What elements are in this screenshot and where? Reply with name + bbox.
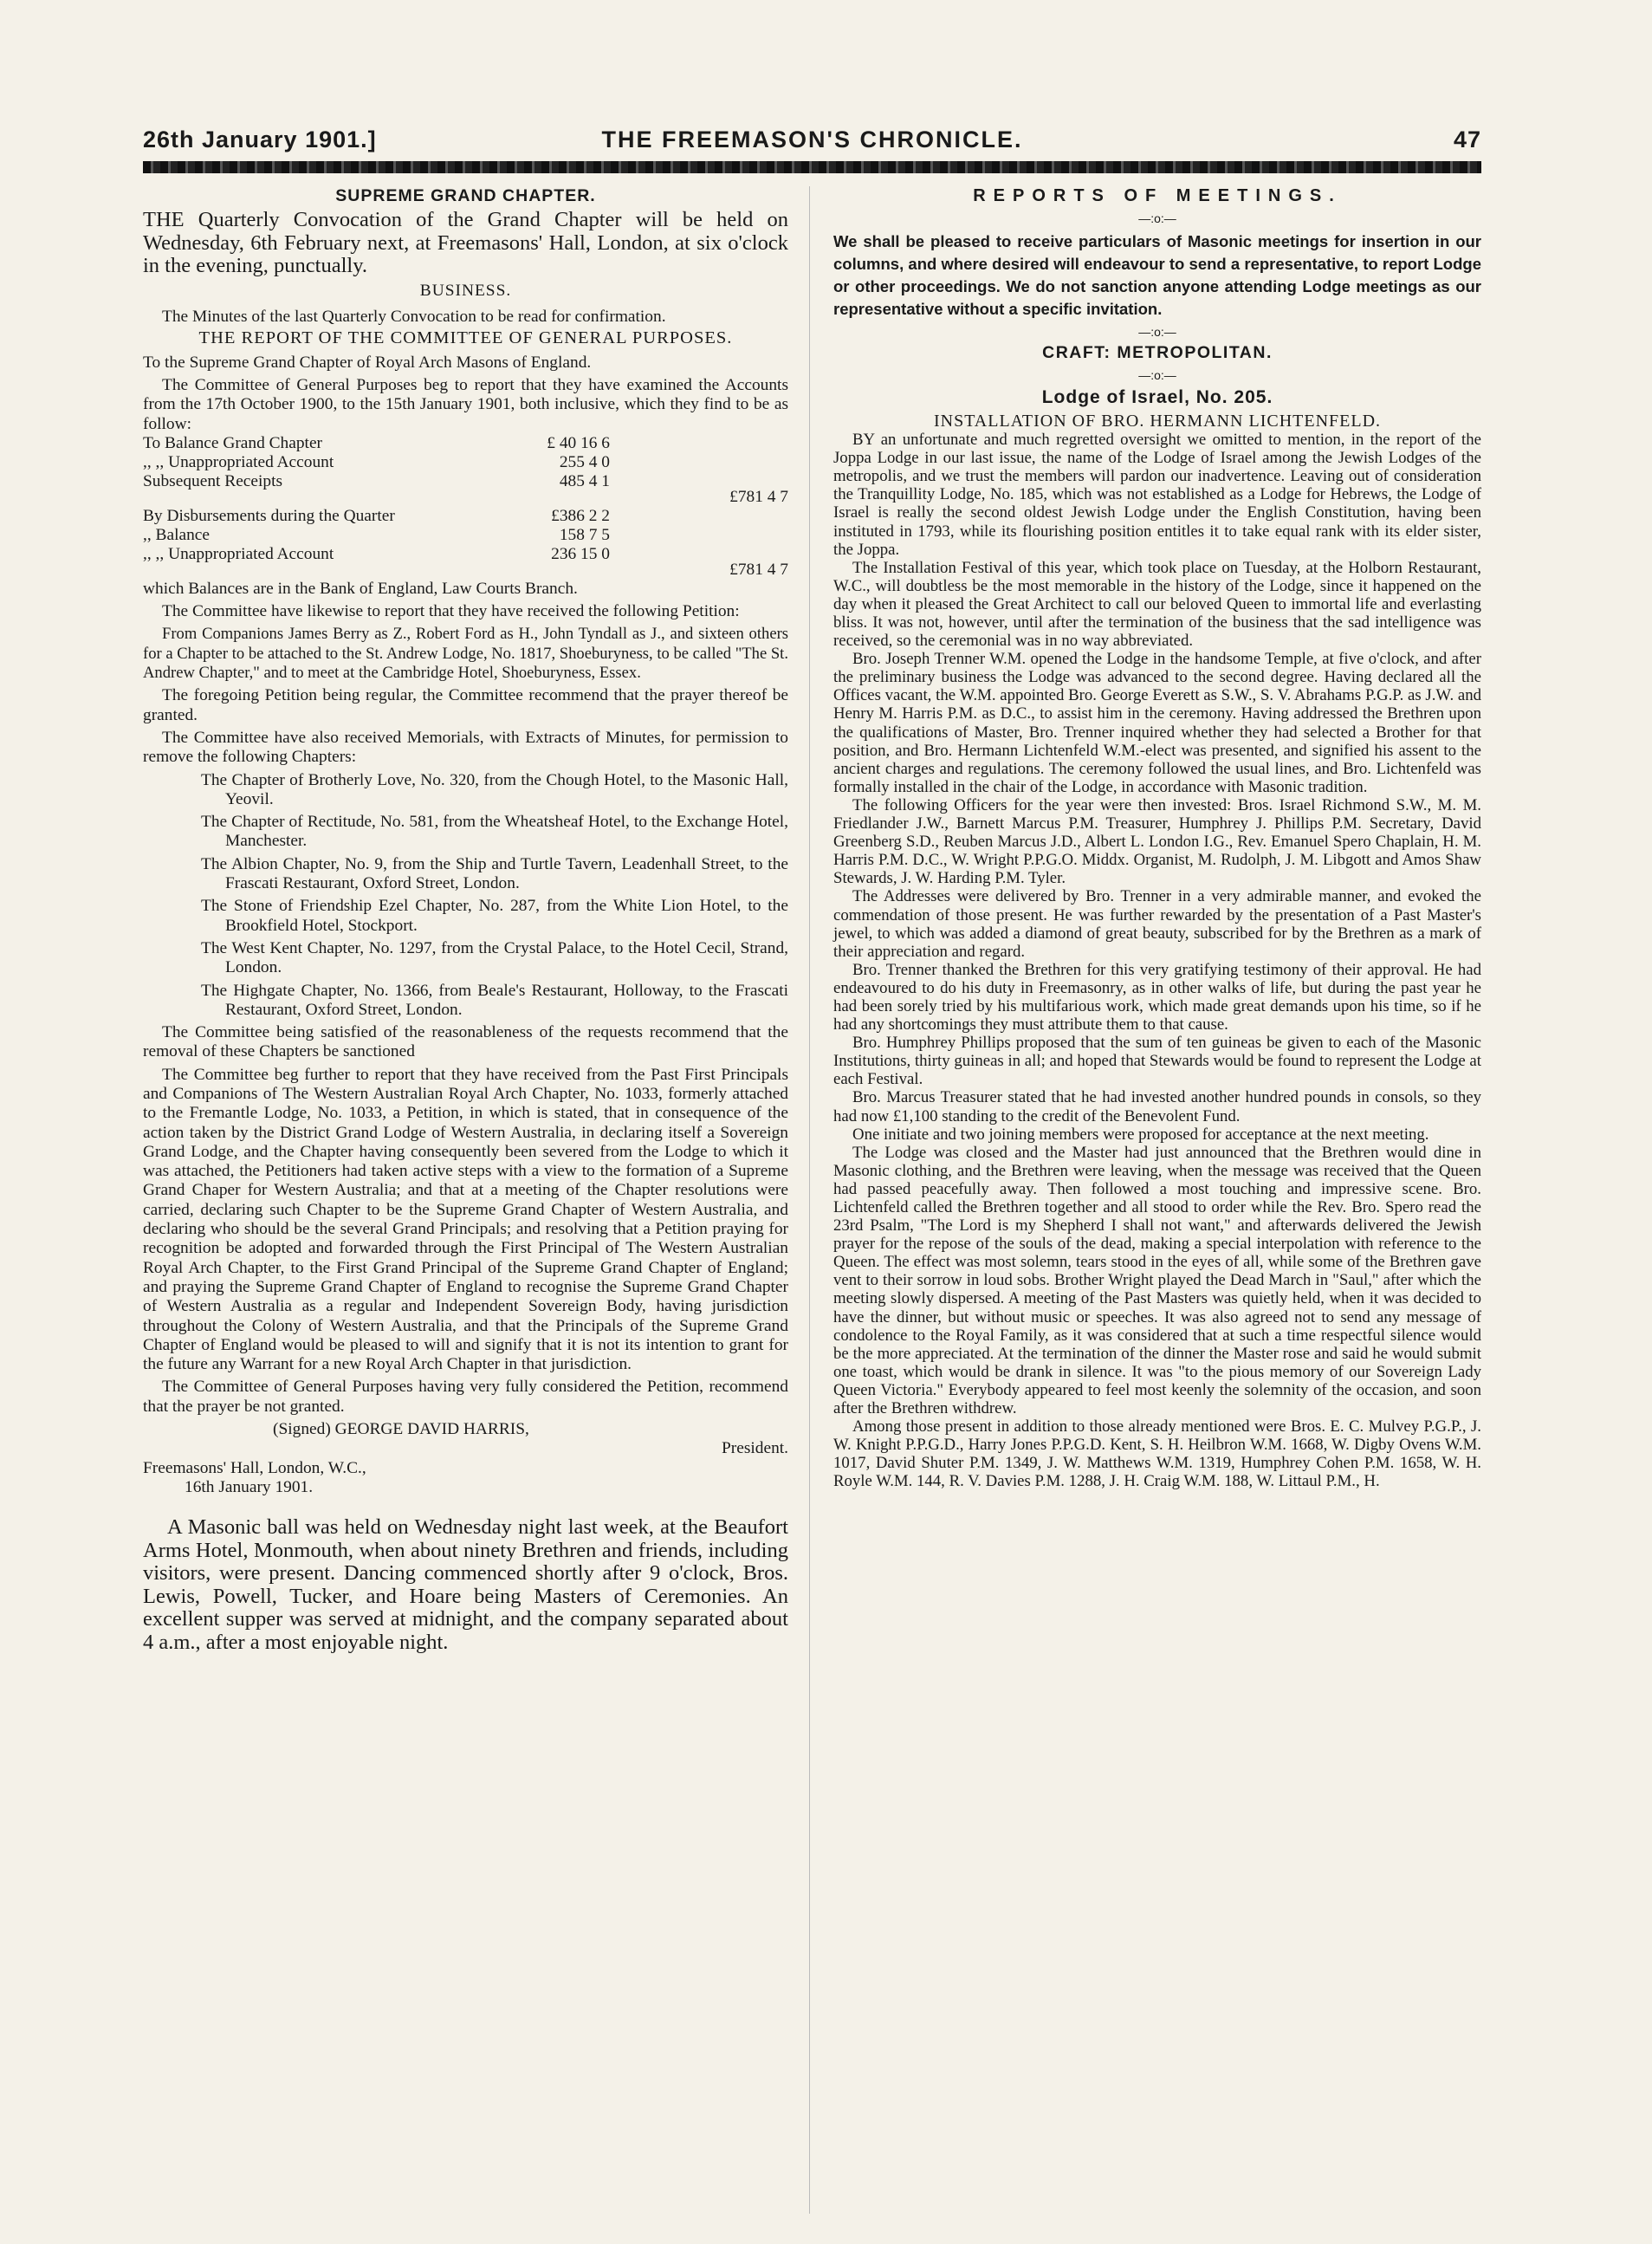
signature-date: 16th January 1901. xyxy=(185,1477,314,1496)
account-total: £781 4 7 xyxy=(729,560,788,579)
report-paragraph: Among those present in addition to those already mentioned were Bros. E. C. Mulvey P.G.P., J. W. Knight P.P.G.D., Harry Jones P.P.G.D. Kent, S. H. Heilbron W.M. 1668, W. Digby Ovens W.M. 1017, David Shuter P.M. 1349, J. W. Matthews W.M. 1319, Humphrey Cohen P.M. 1658, W. H. Royle W.M. 144, R. V. Davies P.M. 1288, J. H. Craig W.M. 188, W. Littaul P.M., H. xyxy=(833,1417,1481,1491)
table-row xyxy=(143,526,788,545)
western-australia-paragraph: The Committee beg further to report that they have received from the Past First Principals and Companions of The Western Australian Royal Arch Chapter, No. 1033, formerly attached to the Fremantle Lodge, No. 1033, a Petition, in which is stated, that in consequence of the action taken by the District Grand Lodge of Western Australia, in declaring itself a Sovereign Grand Lodge, and the Chapter having consequently been severed from the Lodge to which it was attached, the Petitioners had taken active steps with a view to the formation of a Supreme Grand Chaper for Western Australia; and that at a meeting of the Chapter resolutions were carried, declaring such Chapter to be the Supreme Grand Chapter of Western Australia, and declaring who should be the several Grand Principals; and resolving that a Petition praying for recognition be adopted and forwarded through the First Principal of The Western Australian Royal Arch Chapter, to the First Grand Principal of the Supreme Grand Chapter of England; and praying the Supreme Grand Chapter of England to recognise the Supreme Grand Chapter of Western Australia as a regular and Independent Sovereign Body, having jurisdiction throughout the Colony of Western Australia, and that the Principals of the Supreme Grand Chapter of England would be pleased to will and signify that it is not its intention to grant for the future any Warrant for a new Royal Arch Chapter in that jurisdiction. xyxy=(143,1065,788,1374)
account-label: ,, ,, Unappropriated Account xyxy=(143,544,334,563)
publication-title: THE FREEMASON'S CHRONICLE. xyxy=(601,126,1023,152)
president-title: President. xyxy=(721,1439,788,1458)
right-column xyxy=(833,186,1481,1491)
account-total xyxy=(615,526,788,545)
table-row xyxy=(143,434,788,453)
signature-line: (Signed) GEORGE DAVID HARRIS, xyxy=(273,1420,529,1439)
minutes-paragraph: The Minutes of the last Quarterly Convocation to be read for confirmation. xyxy=(162,308,666,327)
business-heading: BUSINESS. xyxy=(419,281,512,300)
report-paragraph: The Addresses were delivered by Bro. Trenner in a very admirable manner, and evoked the commendation of those present. He was further rewarded by the presentation of a Past Master's jewel, to which was added a diamond of great beauty, subscribed for by the Brethren as a mark of their appreciation and regard. xyxy=(833,887,1481,961)
list-item: The Albion Chapter, No. 9, from the Ship and Turtle Tavern, Leadenhall Street, to the Frascati Restaurant, Oxford Street, London. xyxy=(201,854,788,893)
to-supreme-line: To the Supreme Grand Chapter of Royal Arch Masons of England. xyxy=(143,353,592,372)
petition-text: From Companions James Berry as Z., Robert Ford as H., John Tyndall as J., and sixteen others for a Chapter to be attached to the St. Andrew Lodge, No. 1817, Shoeburyness, to be called "The St. Andrew Chapter," and to meet at the Cambridge Hotel, Shoeburyness, Essex. xyxy=(143,625,788,683)
report-paragraph: Bro. Joseph Trenner W.M. opened the Lodge in the handsome Temple, at five o'clock, and after the preliminary business the Lodge was advanced to the second degree. Having declared all the Offices vacant, the W.M. appointed Bro. George Everett as S.W., S. V. Abrahams P.G.P. as J.W. and Henry M. Harris P.M. as D.C., to assist him in the ceremony. Having addressed the Brethren upon the qualifications of Master, Bro. Trenner inquired whether they had selected a Brother for that position, and Bro. Hermann Lichtenfeld W.M.-elect was presented, and signified his assent to the ancient charges and regulations. The ceremony followed the usual lines, and Bro. Lichtenfeld was formally installed in the chair of the Lodge, in accordance with Masonic tradition. xyxy=(833,650,1481,796)
ornament-divider: —:o:— xyxy=(1138,368,1176,383)
not-granted-paragraph: The Committee of General Purposes having very fully considered the Petition, recommend that the prayer be not granted. xyxy=(143,1378,788,1416)
account-label: By Disbursements during the Quarter xyxy=(143,506,395,525)
account-total xyxy=(615,434,788,453)
list-item: The West Kent Chapter, No. 1297, from the Crystal Palace, to the Hotel Cecil, Strand, London. xyxy=(201,938,788,977)
signature-address: Freemasons' Hall, London, W.C., xyxy=(143,1458,366,1477)
report-paragraph: The Installation Festival of this year, which took place on Tuesday, at the Holborn Restaurant, W.C., will doubtless be the most memorable in the history of the Lodge, since it happened on the day when it pleased the Great Architect to call our beloved Queen to immortal life and everlasting bliss. It was not, however, until after the termination of the business that the sad intelligence was received, so the ceremonial was in no way abbreviated. xyxy=(833,558,1481,651)
satisfied-paragraph: The Committee being satisfied of the reasonableness of the requests recommend that the removal of these Chapters be sanctioned xyxy=(143,1023,788,1061)
account-label: ,, ,, Unappropriated Account xyxy=(143,452,334,471)
list-item: The Chapter of Rectitude, No. 581, from the Wheatsheaf Hotel, to the Exchange Hotel, Manchester. xyxy=(201,813,788,851)
installation-heading: INSTALLATION OF BRO. HERMANN LICHTENFELD. xyxy=(933,411,1382,431)
craft-metropolitan-heading: CRAFT: METROPOLITAN. xyxy=(1042,342,1273,362)
memorials-intro: The Committee have also received Memorials, with Extracts of Minutes, for permission to remove the following Chapters: xyxy=(143,728,788,767)
report-paragraph: The Lodge was closed and the Master had just announced that the Brethren would dine in Masonic clothing, and the Brethren were leaving, when the message was received that the Queen had passed peacefully away. Then followed a most touching and impressive scene. Bro. Lichtenfeld called the Brethren together and all stood to order while the Rev. Bro. Spero read the 23rd Psalm, "The Lord is my Shepherd I shall not want," and afterwards delivered the Jewish prayer for the repose of the souls of the dead, making a special interpolation with reference to the Queen. The effect was most solemn, tears stood in the eyes of all, while some of the Brethren gave vent to their sorrow in loud sobs. Brother Wright played the Dead March in "Saul," after which the meeting slowly dispersed. A meeting of the Past Masters was quietly held, when it was decided to have the dinner, but without music or speeches. It was also agreed not to send any message of condolence to the Royal Family, as it was considered that at such a time respectful silence would be the more appreciated. At the termination of the dinner the Master rose and said he would submit one toast, which would be drank in silence. It was "to the pious memory of our Sovereign Lady Queen Victoria." Everybody appeared to feel most keenly the solemnity of the occasion, and soon after the Brethren withdrew. xyxy=(833,1143,1481,1418)
petition-intro: The Committee have likewise to report that they have received the following Petition: xyxy=(162,602,740,621)
accounts-intro: The Committee of General Purposes beg to report that they have examined the Accounts from the 17th October 1900, to the 15th January 1901, both inclusive, which they find to be as follow: xyxy=(143,375,788,433)
issue-date: 26th January 1901.] xyxy=(143,126,377,152)
report-paragraph: Bro. Humphrey Phillips proposed that the sum of ten guineas be given to each of the Masonic Institutions, thirty guineas in all; and hoped that Stewards would be found to represent the Lodge at each Festival. xyxy=(833,1034,1481,1089)
report-paragraph: Bro. Trenner thanked the Brethren for this very gratifying testimony of their approval. He had endeavoured to do his duty in Freemasonry, as in other walks of life, but during the past year he had been sorely tried by his multifarious work, which made great demands upon his time, so if he had any shortcomings they must attribute them to that cause. xyxy=(833,960,1481,1034)
report-paragraph: The following Officers for the year were then invested: Bros. Israel Richmond S.W., M. M. Friedlander J.W., Barnett Marcus P.M. Treasurer, Humphrey J. Phillips P.M. Secretary, David Greenberg S.D., Reuben Marcus J.D., Albert L. London I.G., Rev. Emanuel Spero Chaplain, H. M. Harris P.M. D.C., W. Wright P.P.G.O. Middx. Organist, M. Rudolph, J. M. Libgott and Amos Shaw Stewards, J. W. Harding P.M. Tyler. xyxy=(833,795,1481,888)
ornament-divider: —:o:— xyxy=(1138,324,1176,339)
table-row xyxy=(143,545,788,580)
table-row xyxy=(143,453,788,472)
page-number: 47 xyxy=(1453,126,1481,152)
account-label: To Balance Grand Chapter xyxy=(143,433,323,452)
account-total xyxy=(615,453,788,472)
lodge-heading: Lodge of Israel, No. 205. xyxy=(1041,387,1273,408)
masthead xyxy=(143,126,1481,161)
list-item: The Highgate Chapter, No. 1366, from Beale's Restaurant, Holloway, to the Frascati Restaurant, Oxford Street, London. xyxy=(201,981,788,1019)
column-separator xyxy=(809,186,810,2214)
header-rule xyxy=(143,161,1481,173)
account-amount: 158 7 5 xyxy=(559,525,610,544)
report-title: THE REPORT OF THE COMMITTEE OF GENERAL PURPOSES. xyxy=(198,328,733,348)
account-total: £781 4 7 xyxy=(729,487,788,506)
account-amount: 485 4 1 xyxy=(559,471,610,490)
ornament-divider: —:o:— xyxy=(1138,211,1176,226)
account-amount: £ 40 16 6 xyxy=(547,433,610,452)
table-row xyxy=(143,507,788,526)
petition-regular: The foregoing Petition being regular, the Committee recommend that the prayer thereof be granted. xyxy=(143,686,788,724)
table-row xyxy=(143,472,788,507)
intro-paragraph: THE Quarterly Convocation of the Grand Chapter will be held on Wednesday, 6th February next, at Freemasons' Hall, London, at six o'clock in the evening, punctually. xyxy=(143,208,788,278)
supreme-grand-chapter-heading: SUPREME GRAND CHAPTER. xyxy=(335,186,596,205)
left-column xyxy=(143,186,788,1654)
account-total xyxy=(615,507,788,526)
report-paragraph: BY an unfortunate and much regretted oversight we omitted to mention, in the report of the Joppa Lodge in our last issue, the name of the Lodge of Israel among the Jewish Lodges of the metropolis, and we trust the members will pardon our inadvertence. Leaving out of consideration the Tranquillity Lodge, No. 185, which was not established as a Lodge for Hebrews, the Lodge of Israel is really the second oldest Jewish Lodge under the English Constitution, having been instituted in 1793, while its flourishing position entitles it to take equal rank with its elder sister, the Joppa. xyxy=(833,431,1481,559)
reports-of-meetings-heading: REPORTS OF MEETINGS. xyxy=(973,186,1342,205)
submission-notice: We shall be pleased to receive particulars of Masonic meetings for insertion in our columns, and where desired will endeavour to send a representative, to report Lodge or other proceedings. We do not sanction anyone attending Lodge meetings as our representative without a specific invitation. xyxy=(833,231,1481,318)
account-amount: 255 4 0 xyxy=(559,452,610,471)
balances-note: which Balances are in the Bank of England, Law Courts Branch. xyxy=(143,579,578,598)
account-amount: 236 15 0 xyxy=(551,544,610,563)
list-item: The Chapter of Brotherly Love, No. 320, from the Chough Hotel, to the Masonic Hall, Yeovil. xyxy=(201,770,788,808)
accounts-table xyxy=(143,434,788,580)
account-amount: £386 2 2 xyxy=(551,506,610,525)
account-label: Subsequent Receipts xyxy=(143,471,283,490)
report-paragraph: Bro. Marcus Treasurer stated that he had invested another hundred pounds in consols, so they had now £1,100 standing to the credit of the Benevolent Fund. xyxy=(833,1088,1481,1125)
list-item: The Stone of Friendship Ezel Chapter, No. 287, from the White Lion Hotel, to the Brookfield Hotel, Stockport. xyxy=(201,897,788,935)
account-label: ,, Balance xyxy=(143,525,210,544)
masonic-ball-paragraph: A Masonic ball was held on Wednesday night last week, at the Beaufort Arms Hotel, Monmouth, when about ninety Brethren and friends, including visitors, were present. Dancing commenced shortly after 9 o'clock, Bros. Lewis, Powell, Tucker, and Hoare being Masters of Ceremonies. An excellent supper was served at midnight, and the company separated about 4 a.m., after a most enjoyable night. xyxy=(143,1515,788,1654)
report-paragraph: One initiate and two joining members were proposed for acceptance at the next meeting. xyxy=(852,1125,1429,1144)
